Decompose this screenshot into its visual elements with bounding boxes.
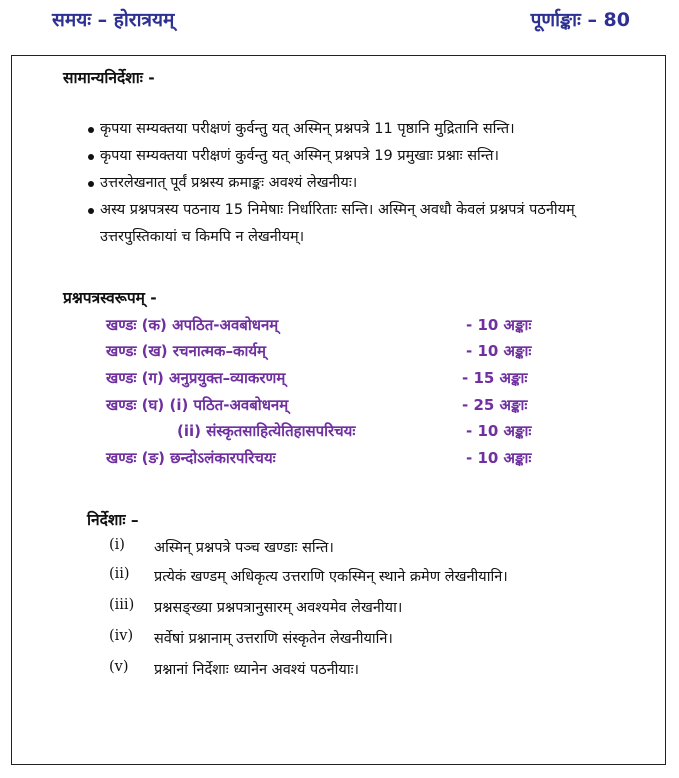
direction-text: प्रत्येकं खण्डम् अधिकृत्य उत्तराणि एकस्मिन् स्थाने क्रमेण लेखनीयानि। — [154, 569, 508, 585]
section-marks: - 10 अङ्काः — [466, 342, 532, 360]
directions-heading: निर्देशाः – — [87, 511, 139, 529]
list-item — [72, 116, 652, 143]
section-label: खण्डः (घ) (i) पठित-अवबोधनम् — [106, 396, 289, 414]
direction-text: अस्मिन् प्रश्नपत्रे पञ्च खण्डाः सन्ति। — [154, 540, 334, 556]
direction-number: (ii) — [109, 566, 130, 582]
section-marks: - 10 अङ्काः — [466, 449, 532, 467]
instruction-text: कृपया सम्यक्तया परीक्षणं कुर्वन्तु यत् अस्मिन् प्रश्नपत्रे 11 पृष्ठानि मुद्रितानि सन्ति। — [100, 121, 515, 137]
paper-structure-heading: प्रश्नपत्रस्वरूपम् - — [63, 289, 157, 307]
section-label: (ii) संस्कृतसाहित्येतिहासपरिचयः — [177, 422, 356, 440]
general-instructions-list — [72, 116, 652, 251]
direction-number: (iv) — [109, 628, 134, 644]
section-label: खण्डः (ङ) छन्दोऽलंकारपरिचयः — [106, 449, 276, 467]
direction-text: सर्वेषां प्रश्नानाम् उत्तराणि संस्कृतेन लेखनीयानि। — [154, 631, 393, 647]
general-instructions-heading: सामान्यनिर्देशाः - — [63, 69, 155, 87]
list-item — [72, 143, 652, 170]
list-item — [72, 197, 652, 251]
bullet-icon — [88, 208, 94, 214]
bullet-icon — [88, 127, 94, 133]
section-marks: - 10 अङ्काः — [466, 422, 532, 440]
list-item — [72, 170, 652, 197]
section-marks: - 25 अङ्काः — [462, 396, 528, 414]
instruction-text: अस्य प्रश्नपत्रस्य पठनाय 15 निमेषाः निर्धारिताः सन्ति। अस्मिन् अवधौ केवलं प्रश्नपत्रं पठनीयम् उत्तरपुस्तिकायां च किमपि न लेखनीयम्। — [100, 202, 575, 245]
instruction-text: उत्तरलेखनात् पूर्वं प्रश्नस्य क्रमाङ्कः अवश्यं लेखनीयः। — [100, 175, 358, 191]
section-label: खण्डः (ग) अनुप्रयुक्त–व्याकरणम् — [106, 369, 286, 387]
bullet-icon — [88, 181, 94, 187]
direction-number: (i) — [109, 537, 125, 553]
instruction-text: कृपया सम्यक्तया परीक्षणं कुर्वन्तु यत् अस्मिन् प्रश्नपत्रे 19 प्रमुखाः प्रश्नाः सन्ति। — [100, 148, 499, 164]
bullet-icon — [88, 154, 94, 160]
direction-text: प्रश्नसङ्ख्या प्रश्नपत्रानुसारम् अवश्यमेव लेखनीया। — [154, 600, 403, 616]
direction-number: (iii) — [109, 597, 135, 613]
section-label: खण्डः (क) अपठित-अवबोधनम् — [106, 316, 279, 334]
time-label: समयः – होरात्रयम् — [52, 9, 175, 31]
total-marks-label: पूर्णाङ्काः – 80 — [530, 9, 630, 31]
direction-number: (v) — [109, 659, 129, 675]
section-marks: - 10 अङ्काः — [466, 316, 532, 334]
direction-text: प्रश्नानां निर्देशाः ध्यानेन अवश्यं पठनीयाः। — [154, 662, 360, 678]
section-label: खण्डः (ख) रचनात्मक–कार्यम् — [106, 342, 267, 360]
section-marks: - 15 अङ्काः — [462, 369, 528, 387]
